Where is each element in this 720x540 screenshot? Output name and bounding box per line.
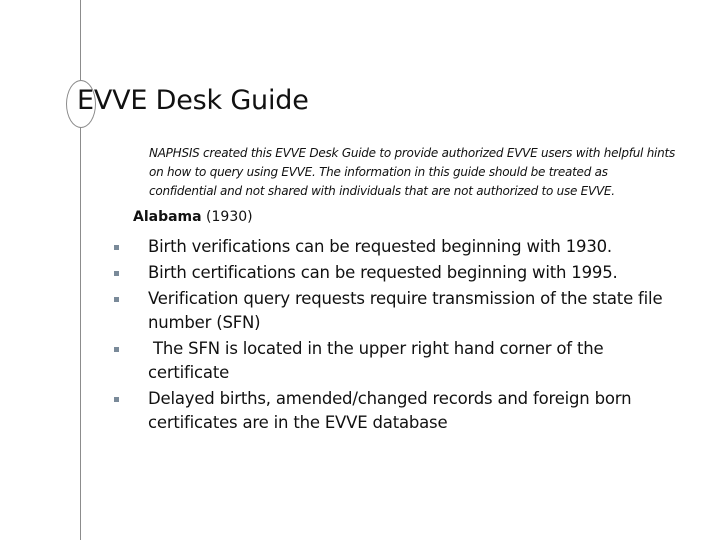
square-bullet-icon xyxy=(114,245,119,250)
list-item xyxy=(112,337,687,385)
list-item xyxy=(112,261,687,285)
state-heading xyxy=(133,208,253,226)
list-item xyxy=(112,387,687,435)
intro-paragraph: NAPHSIS created this EVVE Desk Guide to provide authorized EVVE users with helpful hints on how to query using EVVE. The information in this guide should be treated as confidential and not shared with individuals that are not authorized to use EVVE. xyxy=(149,146,675,198)
list-item-text: The SFN is located in the upper right hand corner of the certificate xyxy=(148,339,609,382)
list-item-text: Birth verifications can be requested beginning with 1930. xyxy=(148,237,612,256)
square-bullet-icon xyxy=(114,397,119,402)
list-item xyxy=(112,287,687,335)
state-name: Alabama xyxy=(133,209,202,225)
bullet-list xyxy=(112,235,687,437)
list-item-text: Verification query requests require transmission of the state file number (SFN) xyxy=(148,289,663,332)
square-bullet-icon xyxy=(114,347,119,352)
state-year: (1930) xyxy=(206,209,253,225)
square-bullet-icon xyxy=(114,297,119,302)
square-bullet-icon xyxy=(114,271,119,276)
list-item-text: Birth certifications can be requested beginning with 1995. xyxy=(148,263,618,282)
list-item-text: Delayed births, amended/changed records and foreign born certificates are in the EVVE database xyxy=(148,389,632,432)
list-item xyxy=(112,235,687,259)
slide-title: EVVE Desk Guide xyxy=(77,85,309,116)
